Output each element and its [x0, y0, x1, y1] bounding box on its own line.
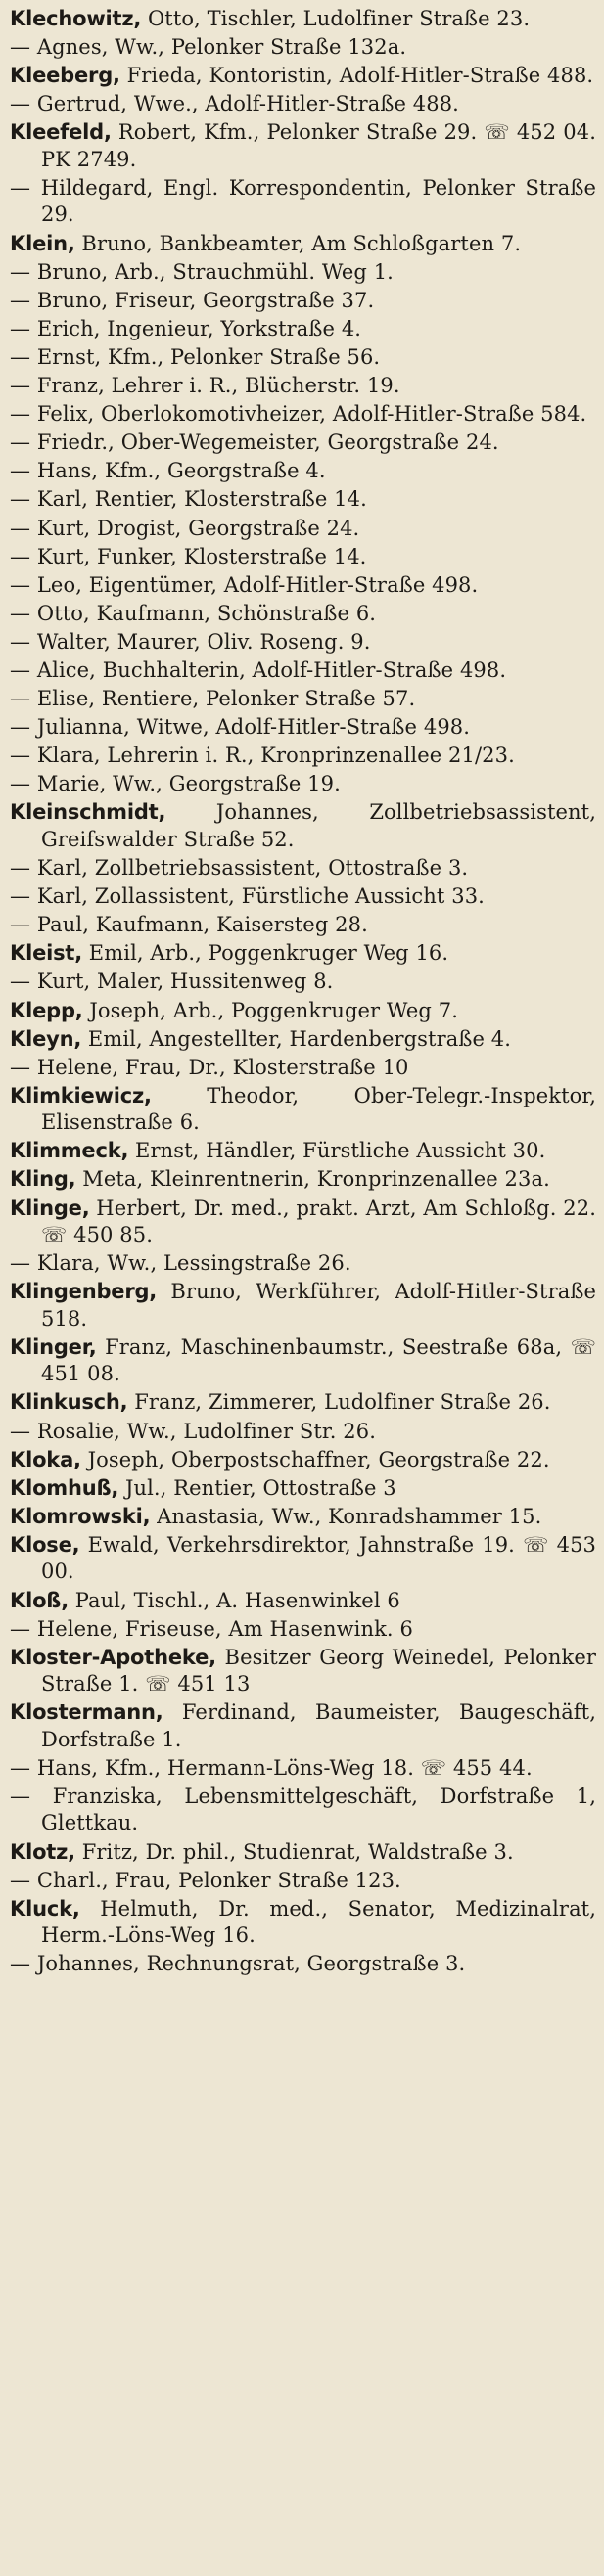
entry-surname: Klingenberg,	[10, 1280, 158, 1304]
entry-details: Bruno, Bankbeamter, Am Schloßgarten 7.	[74, 231, 522, 255]
directory-entry	[10, 940, 596, 968]
entry-details: Paul, Tischl., A. Hasenwinkel 6	[68, 1588, 400, 1612]
directory-entry	[10, 883, 596, 911]
directory-entry	[10, 714, 596, 742]
directory-entry	[10, 1138, 596, 1165]
directory-entry	[10, 1026, 596, 1054]
directory-entry	[10, 1279, 596, 1333]
entry-details: — Gertrud, Wwe., Adolf-Hitler-Straße 488.	[10, 92, 459, 116]
entry-details: Emil, Arb., Poggenkruger Weg 16.	[82, 941, 449, 966]
entry-details: — Johannes, Rechnungsrat, Georgstraße 3.	[10, 1952, 466, 1976]
entry-details: — Paul, Kaufmann, Kaisersteg 28.	[10, 913, 368, 937]
entry-surname: Klimmeck,	[10, 1139, 129, 1163]
directory-entry	[10, 6, 596, 33]
entry-details: — Otto, Kaufmann, Schönstraße 6.	[10, 601, 377, 625]
directory-entry	[10, 401, 596, 429]
entry-surname: Klomhuß,	[10, 1475, 119, 1500]
directory-entry	[10, 743, 596, 770]
entry-details: Fritz, Dr. phil., Studienrat, Waldstraße 3.	[74, 1839, 514, 1864]
directory-entry	[10, 1419, 596, 1446]
entry-details: — Bruno, Arb., Strauchmühl. Weg 1.	[10, 259, 394, 284]
directory-entry	[10, 1755, 596, 1783]
directory-entry	[10, 1447, 596, 1474]
directory-entry	[10, 1896, 596, 1950]
directory-entry	[10, 486, 596, 514]
entry-details: Theodor, Ober-Telegr.-Inspektor, Elisenstraße 6.	[41, 1083, 596, 1135]
entry-details: Emil, Angestellter, Hardenbergstraße 4.	[81, 1026, 511, 1051]
entry-surname: Kleeberg,	[10, 64, 120, 88]
entry-details: Franz, Zimmerer, Ludolfiner Straße 26.	[127, 1390, 551, 1415]
directory-entry	[10, 1196, 596, 1249]
entry-surname: Klomrowski,	[10, 1504, 151, 1528]
directory-entry	[10, 657, 596, 685]
directory-entry	[10, 344, 596, 372]
entry-details: — Karl, Zollbetriebsassistent, Ottostraße 3.	[10, 856, 469, 881]
directory-entry	[10, 1588, 596, 1615]
entry-details: — Felix, Oberlokomotivheizer, Adolf-Hitler-Straße 584.	[10, 402, 587, 427]
entry-details: — Friedr., Ober-Wegemeister, Georgstraße 24.	[10, 430, 499, 455]
directory-entry	[10, 1250, 596, 1278]
directory-entry	[10, 458, 596, 485]
entry-details: — Marie, Ww., Georgstraße 19.	[10, 772, 341, 796]
entry-details: — Alice, Buchhalterin, Adolf-Hitler-Straße 498.	[10, 657, 507, 682]
entry-details: — Kurt, Funker, Klosterstraße 14.	[10, 544, 367, 568]
entry-details: Jul., Rentier, Ottostraße 3	[118, 1475, 396, 1500]
entry-surname: Klechowitz,	[10, 7, 142, 30]
entry-details: — Hans, Kfm., Hermann-Löns-Weg 18. ☏ 455 44.	[10, 1755, 533, 1780]
entry-details: Herbert, Dr. med., prakt. Arzt, Am Schloßg. 22. ☏ 450 85.	[41, 1196, 596, 1247]
entry-surname: Klose,	[10, 1532, 80, 1557]
directory-entry	[10, 1055, 596, 1082]
entry-details: Bruno, Werkführer, Adolf-Hitler-Straße 518.	[41, 1280, 596, 1331]
directory-entry	[10, 1616, 596, 1644]
entry-surname: Kloß,	[10, 1588, 69, 1612]
entry-details: — Klara, Ww., Lessingstraße 26.	[10, 1251, 351, 1276]
directory-entry	[10, 912, 596, 939]
entry-details: Ernst, Händler, Fürstliche Aussicht 30.	[128, 1139, 546, 1163]
directory-entry	[10, 572, 596, 600]
directory-entry	[10, 175, 596, 229]
entry-details: — Agnes, Ww., Pelonker Straße 132a.	[10, 35, 407, 60]
directory-entry	[10, 1645, 596, 1698]
entry-details: Franz, Maschinenbaumstr., Seestraße 68a, ☏ 451 08.	[41, 1334, 596, 1386]
directory-entry	[10, 544, 596, 571]
directory-entry	[10, 855, 596, 882]
directory-entry	[10, 1868, 596, 1895]
entry-surname: Klotz,	[10, 1839, 75, 1864]
entry-details: Joseph, Oberpostschaffner, Georgstraße 22.	[80, 1447, 550, 1471]
entry-surname: Kleinschmidt,	[10, 800, 166, 825]
directory-entry	[10, 91, 596, 118]
directory-entry	[10, 1389, 596, 1417]
directory-entry	[10, 119, 596, 173]
directory-entry	[10, 1334, 596, 1388]
directory-entry	[10, 601, 596, 628]
entry-surname: Klimkiewicz,	[10, 1083, 152, 1107]
entry-details: — Kurt, Drogist, Georgstraße 24.	[10, 516, 360, 540]
directory-entry	[10, 288, 596, 315]
entry-details: — Karl, Zollassistent, Fürstliche Aussicht 33.	[10, 884, 485, 909]
directory-entry	[10, 771, 596, 798]
entry-details: Frieda, Kontoristin, Adolf-Hitler-Straße 488.	[119, 64, 594, 88]
entry-surname: Kloster-Apotheke,	[10, 1645, 216, 1669]
entry-surname: Klinger,	[10, 1334, 97, 1359]
entry-details: — Klara, Lehrerin i. R., Kronprinzenallee 21/23.	[10, 744, 515, 768]
directory-entry	[10, 1699, 596, 1753]
entry-details: — Julianna, Witwe, Adolf-Hitler-Straße 498.	[10, 715, 471, 740]
entry-details: — Erich, Ingenieur, Yorkstraße 4.	[10, 316, 362, 340]
entry-details: Joseph, Arb., Poggenkruger Weg 7.	[82, 998, 458, 1022]
directory-entry	[10, 63, 596, 90]
directory-entry	[10, 686, 596, 713]
directory-entry	[10, 969, 596, 996]
entry-details: — Hans, Kfm., Georgstraße 4.	[10, 459, 326, 483]
entry-details: Ewald, Verkehrsdirektor, Jahnstraße 19. ☏ 453 00.	[41, 1532, 596, 1584]
directory-entry	[10, 1475, 596, 1503]
entry-surname: Klepp,	[10, 998, 83, 1022]
directory-entry	[10, 998, 596, 1025]
directory-entry	[10, 1083, 596, 1137]
entry-details: — Kurt, Maler, Hussitenweg 8.	[10, 970, 334, 994]
directory-entry	[10, 429, 596, 457]
directory-entry	[10, 1166, 596, 1194]
directory-entry	[10, 799, 596, 853]
entry-surname: Kling,	[10, 1167, 76, 1192]
entry-surname: Klostermann,	[10, 1700, 163, 1725]
entry-details: — Helene, Friseuse, Am Hasenwink. 6	[10, 1616, 413, 1641]
entry-details: Robert, Kfm., Pelonker Straße 29. ☏ 452 04. PK 2749.	[41, 120, 596, 171]
directory-entry	[10, 516, 596, 543]
entry-surname: Klinge,	[10, 1196, 90, 1220]
directory-entry	[10, 1784, 596, 1837]
entry-details: — Elise, Rentiere, Pelonker Straße 57.	[10, 687, 416, 711]
directory-entry	[10, 231, 596, 258]
entry-details: — Bruno, Friseur, Georgstraße 37.	[10, 288, 375, 312]
entry-details: Ferdinand, Baumeister, Baugeschäft, Dorfstraße 1.	[41, 1700, 596, 1751]
entry-details: Helmuth, Dr. med., Senator, Medizinalrat, Herm.-Löns-Weg 16.	[41, 1896, 596, 1948]
entry-details: — Leo, Eigentümer, Adolf-Hitler-Straße 498.	[10, 572, 479, 597]
entry-surname: Klinkusch,	[10, 1390, 128, 1415]
entry-details: — Franziska, Lebensmittelgeschäft, Dorfstraße 1, Glettkau.	[10, 1784, 596, 1835]
entry-details: Anastasia, Ww., Konradshammer 15.	[150, 1504, 542, 1528]
directory-entry	[10, 34, 596, 62]
entry-details: — Hildegard, Engl. Korrespondentin, Pelonker Straße 29.	[10, 175, 596, 227]
entry-surname: Kleist,	[10, 941, 83, 966]
entry-surname: Kloka,	[10, 1447, 81, 1471]
directory-entry	[10, 316, 596, 343]
entry-surname: Kluck,	[10, 1896, 80, 1921]
entry-details: — Rosalie, Ww., Ludolfiner Str. 26.	[10, 1419, 376, 1443]
entry-surname: Klein,	[10, 231, 75, 255]
entry-details: Meta, Kleinrentnerin, Kronprinzenallee 23a.	[75, 1167, 550, 1192]
entry-details: Otto, Tischler, Ludolfiner Straße 23.	[141, 7, 531, 30]
entry-details: — Ernst, Kfm., Pelonker Straße 56.	[10, 344, 381, 369]
entry-details: — Karl, Rentier, Klosterstraße 14.	[10, 487, 367, 512]
directory-entry	[10, 373, 596, 400]
directory-entry	[10, 629, 596, 656]
directory-entry	[10, 259, 596, 287]
directory-entry	[10, 1532, 596, 1586]
entry-details: Besitzer Georg Weinedel, Pelonker Straße 1. ☏ 451 13	[41, 1645, 596, 1696]
entry-details: Johannes, Zollbetriebsassistent, Greifswalder Straße 52.	[41, 800, 596, 851]
directory-entry	[10, 1951, 596, 1978]
entry-details: — Walter, Maurer, Oliv. Roseng. 9.	[10, 629, 371, 654]
entry-details: — Helene, Frau, Dr., Klosterstraße 10	[10, 1055, 409, 1079]
entry-details: — Charl., Frau, Pelonker Straße 123.	[10, 1868, 401, 1892]
entry-surname: Kleefeld,	[10, 120, 112, 145]
directory-entry	[10, 1504, 596, 1531]
entry-details: — Franz, Lehrer i. R., Blücherstr. 19.	[10, 374, 400, 398]
entry-surname: Kleyn,	[10, 1026, 82, 1051]
directory-entry	[10, 1839, 596, 1867]
